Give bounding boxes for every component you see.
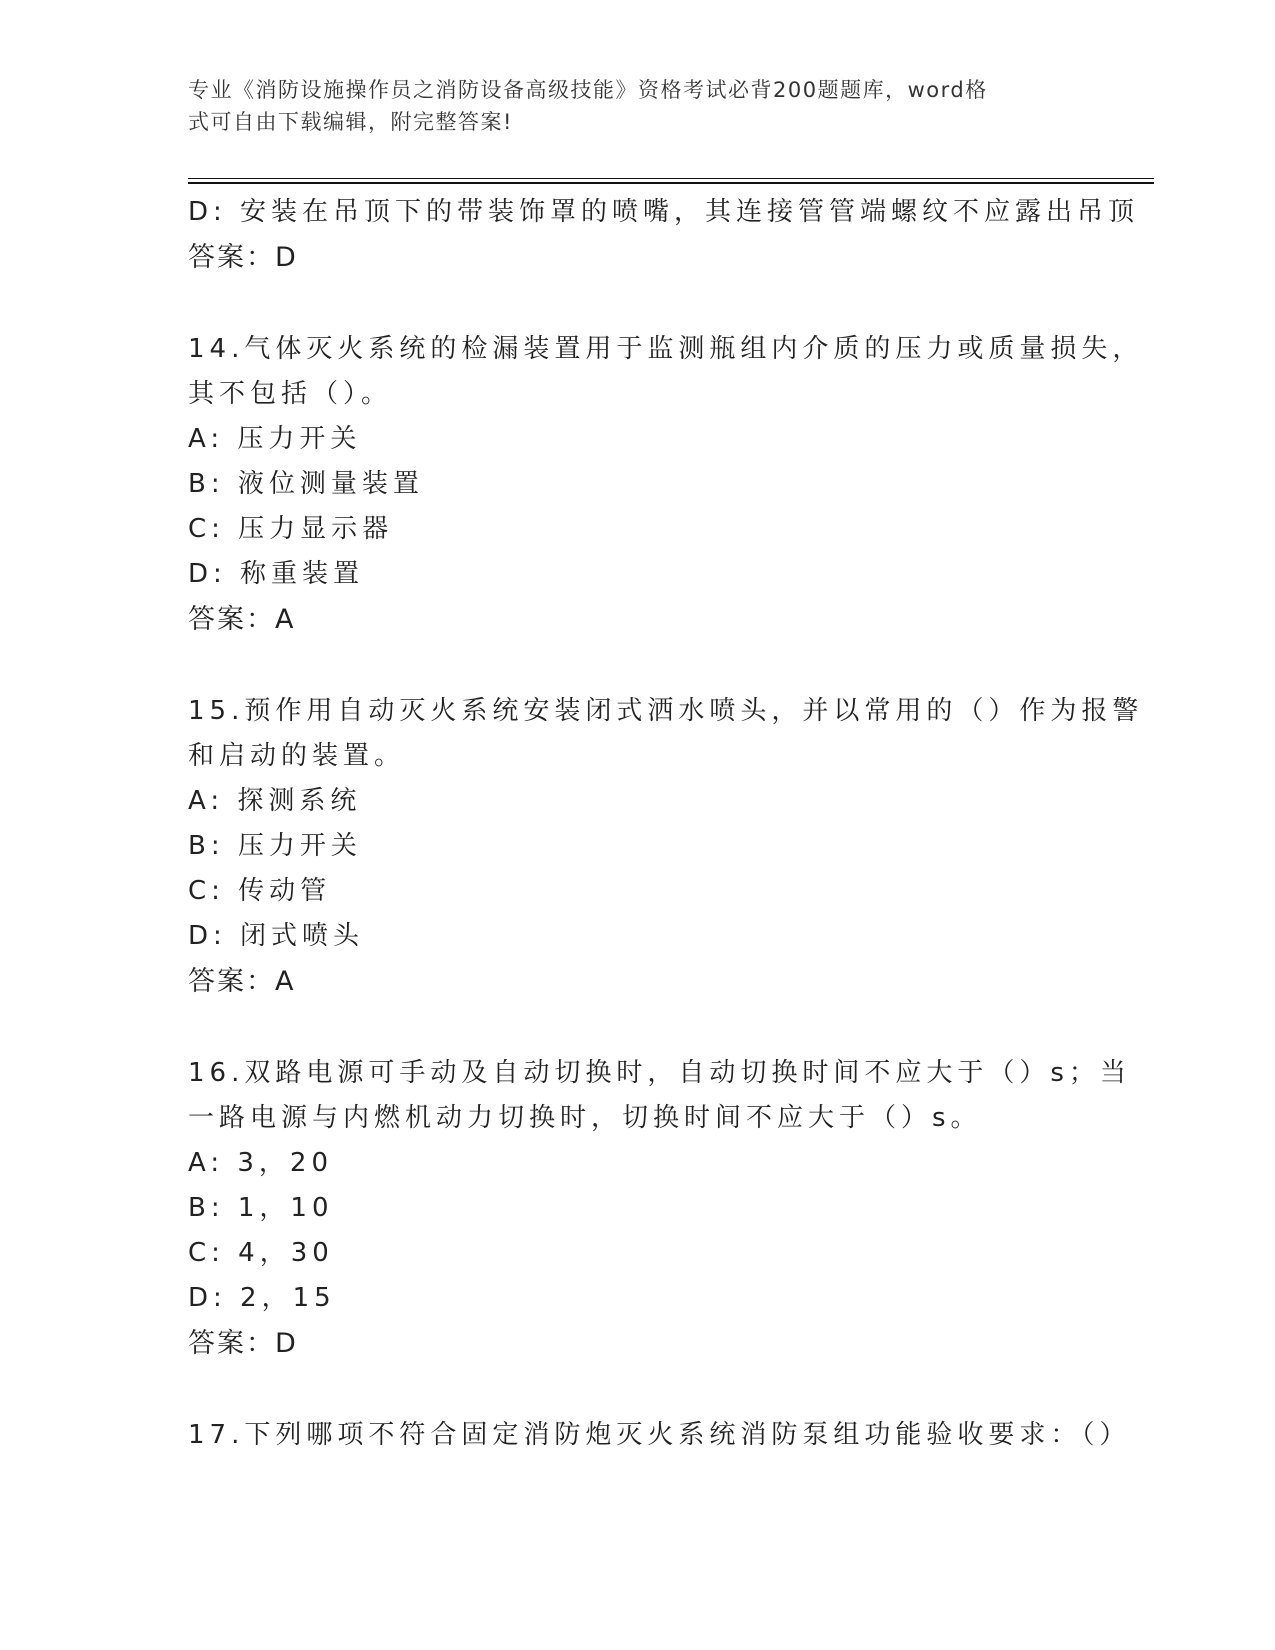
- header-line-2: 式可自由下载编辑，附完整答案!: [188, 110, 513, 134]
- option-d: D: 2，15: [188, 1283, 336, 1313]
- spacer: [188, 642, 1088, 689]
- option-d: D: 闭式喷头: [188, 921, 365, 951]
- question-stem: 16.双路电源可手动及自动切换时，自动切换时间不应大于（）s；当: [188, 1058, 1131, 1088]
- option-b: B: 压力开关: [188, 831, 362, 861]
- option-a: A: 压力开关: [188, 424, 362, 454]
- spacer: [188, 280, 1088, 327]
- option-a: A: 3，20: [188, 1148, 333, 1178]
- header-line-1: 专业《消防设施操作员之消防设备高级技能》资格考试必背200题题库，word格: [188, 78, 988, 102]
- question-stem-cont: 一路电源与内燃机动力切换时，切换时间不应大于（）s。: [188, 1103, 982, 1133]
- option-c: C: 4，30: [188, 1238, 334, 1268]
- header-divider-thick: [188, 182, 1154, 184]
- question-15: [188, 689, 1144, 1004]
- question-17: [188, 1413, 1131, 1458]
- answer: 答案：D: [188, 1328, 298, 1359]
- document-header: [188, 74, 1068, 138]
- question-stem: 14.气体灭火系统的检漏装置用于监测瓶组内介质的压力或质量损失，: [188, 334, 1144, 364]
- prev-answer: 答案：D: [188, 242, 298, 273]
- question-stem: 17.下列哪项不符合固定消防炮灭火系统消防泵组功能验收要求：（）: [188, 1420, 1131, 1450]
- question-16: [188, 1051, 1131, 1366]
- question-14: [188, 327, 1144, 642]
- option-b: B: 液位测量装置: [188, 469, 424, 499]
- spacer: [188, 1004, 1088, 1051]
- answer: 答案：A: [188, 604, 296, 635]
- question-list: [188, 190, 1144, 1458]
- question-stem: 15.预作用自动灭火系统安装闭式洒水喷头，并以常用的（）作为报警: [188, 696, 1144, 726]
- header-divider-thin: [188, 178, 1154, 179]
- spacer: [188, 1366, 1088, 1413]
- option-d: D: 称重装置: [188, 559, 365, 589]
- option-c: C: 传动管: [188, 876, 332, 906]
- answer: 答案：A: [188, 966, 296, 997]
- question-stem-cont: 和启动的装置。: [188, 741, 406, 771]
- option-a: A: 探测系统: [188, 786, 362, 816]
- question-stem-cont: 其不包括（）。: [188, 379, 393, 409]
- prev-option-d: D: 安装在吊顶下的带装饰罩的喷嘴，其连接管管端螺纹不应露出吊顶: [188, 197, 1140, 227]
- option-c: C: 压力显示器: [188, 514, 394, 544]
- option-b: B: 1，10: [188, 1193, 334, 1223]
